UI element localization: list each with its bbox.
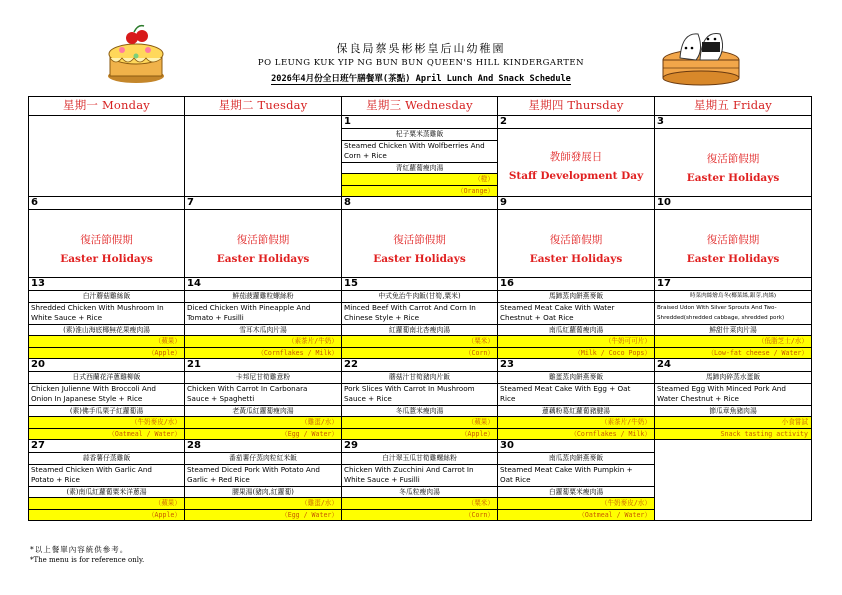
meal-name-english: Chinese Style + Rice bbox=[342, 313, 497, 325]
snack-chinese: （牛奶可可片） bbox=[498, 336, 654, 348]
lunch-schedule-table bbox=[28, 96, 812, 521]
snack-chinese: （素茶片/牛奶） bbox=[498, 417, 654, 429]
meal-name-chinese: 蒜香薯仔蒸雞飯 bbox=[29, 453, 184, 465]
soup-name: 南瓜紅蘿蔔瘦肉湯 bbox=[498, 325, 654, 337]
meal-name-english: Shredded Chicken With Mushroom In bbox=[31, 302, 164, 312]
school-name-chinese: 保良局蔡吳彬彬皇后山幼稚園 bbox=[336, 42, 506, 55]
day-cell-28 bbox=[185, 440, 342, 521]
day-cell-27 bbox=[29, 440, 185, 521]
soup-name: 紅蘿蔔南北杏瘦肉湯 bbox=[342, 325, 497, 337]
snack-english: （Corn） bbox=[342, 510, 497, 521]
date-number: 8 bbox=[342, 197, 497, 210]
meal-name-english: Steamed Meat Cake With Egg + Oat bbox=[500, 383, 631, 393]
snack-english: （Oatmeal / Water） bbox=[29, 429, 184, 440]
meal-name-chinese: 馬蹄肉碎蒸水蛋飯 bbox=[655, 372, 811, 384]
meal-name-english: Steamed Diced Pork With Potato And bbox=[187, 464, 320, 474]
day-cell-29 bbox=[342, 440, 498, 521]
soup-name: (素)佛手瓜栗子紅蘿蔔湯 bbox=[29, 406, 184, 418]
day-cell-7 bbox=[185, 197, 342, 278]
meal-name-chinese: 雞蛋蒸肉餅燕麥飯 bbox=[498, 372, 654, 384]
meal-name-chinese: 中式免治牛肉飯(甘筍,粟米) bbox=[342, 291, 497, 303]
snack-english: （Cornflakes / Milk） bbox=[185, 348, 341, 359]
soup-name: 青紅蘿蔔瘦肉湯 bbox=[342, 163, 497, 175]
date-number: 23 bbox=[498, 359, 654, 372]
snack-english: （Milk / Coco Pops） bbox=[498, 348, 654, 359]
meal-name-english: Steamed Meat Cake With Pumpkin + bbox=[500, 464, 633, 474]
snack-english: （Low-fat cheese / Water） bbox=[655, 348, 811, 359]
date-number: 1 bbox=[342, 116, 497, 129]
date-number: 30 bbox=[498, 440, 654, 453]
day-cell-13 bbox=[29, 278, 185, 359]
meal-name-english: Rice bbox=[498, 394, 654, 406]
easter-holiday: 復活節假期 Easter Holidays bbox=[216, 234, 310, 265]
day-cell-21 bbox=[185, 359, 342, 440]
snack-chinese: （低脂芝士/水） bbox=[655, 336, 811, 348]
meal-name-chinese: 白汁蘑菇雞絲飯 bbox=[29, 291, 184, 303]
soup-name: 雪耳木瓜肉片湯 bbox=[185, 325, 341, 337]
snack-chinese: （素茶片/牛奶） bbox=[185, 336, 341, 348]
meal-name-english: Chicken With Carrot In Carbonara bbox=[187, 383, 308, 393]
date-number: 20 bbox=[29, 359, 184, 372]
date-number: 13 bbox=[29, 278, 184, 291]
snack-chinese: （牛奶麥皮/水） bbox=[498, 498, 654, 510]
meal-name-chinese: 卡邦尼甘筍雞意粉 bbox=[185, 372, 341, 384]
day-cell-10 bbox=[655, 197, 812, 278]
soup-name: 冬瓜薏米瘦肉湯 bbox=[342, 406, 497, 418]
date-number: 9 bbox=[498, 197, 654, 210]
meal-name-english: Chicken Julienne With Broccoli And bbox=[31, 383, 156, 393]
day-header-wednesday: 星期三 Wednesday bbox=[342, 97, 498, 116]
snack-chinese: （蘋果） bbox=[29, 498, 184, 510]
soup-name: 白蘿蔔粟米瘦肉湯 bbox=[498, 487, 654, 499]
meal-name-chinese: 杞子粟米蒸雞飯 bbox=[342, 129, 497, 141]
meal-name-chinese: 白汁翠玉瓜甘筍雞螺絲粉 bbox=[342, 453, 497, 465]
date-number: 29 bbox=[342, 440, 497, 453]
meal-name-chinese: 時菜肉絲燴烏冬(椰菜絲,銀芽,肉絲) bbox=[655, 291, 811, 303]
date-number: 15 bbox=[342, 278, 497, 291]
easter-holiday: 復活節假期 Easter Holidays bbox=[60, 234, 153, 265]
snack-chinese: （蘋果） bbox=[342, 417, 497, 429]
meal-name-english: White Sauce + Rice bbox=[29, 313, 184, 325]
easter-holiday: 復活節假期 Easter Holidays bbox=[686, 153, 780, 184]
snack-english: （Egg / Water） bbox=[185, 510, 341, 521]
meal-name-chinese: 鮮茄菠蘿雞粒螺絲粉 bbox=[185, 291, 341, 303]
footer-note-chinese: *以上餐單內容統供參考。 bbox=[30, 545, 129, 554]
meal-name-english: Pork Slices With Carrot In Mushroom bbox=[344, 383, 475, 393]
page-header bbox=[0, 0, 842, 92]
snack-chinese: （牛奶麥皮/水） bbox=[29, 417, 184, 429]
meal-name-english: Onion In Japanese Style + Rice bbox=[29, 394, 184, 406]
day-cell-6 bbox=[29, 197, 185, 278]
day-cell-2 bbox=[498, 116, 655, 197]
date-number: 16 bbox=[498, 278, 654, 291]
meal-name-english: Oat Rice bbox=[498, 475, 654, 487]
day-cell-8 bbox=[342, 197, 498, 278]
day-cell-20 bbox=[29, 359, 185, 440]
date-number: 14 bbox=[185, 278, 341, 291]
date-number: 22 bbox=[342, 359, 497, 372]
soup-name: (素)淮山海底椰無花果瘦肉湯 bbox=[29, 325, 184, 337]
snack-english: （Apple） bbox=[29, 510, 184, 521]
date-number: 7 bbox=[185, 197, 341, 210]
easter-holiday: 復活節假期 Easter Holidays bbox=[686, 234, 780, 265]
meal-name-english: Shredded(shredded cabbage, shredded pork) bbox=[655, 313, 811, 325]
meal-name-english: Water Chestnut + Rice bbox=[655, 394, 811, 406]
meal-name-english: Minced Beef With Carrot And Corn In bbox=[344, 302, 476, 312]
day-header-tuesday: 星期二 Tuesday bbox=[185, 97, 342, 116]
footer-note-english: *The menu is for reference only. bbox=[30, 556, 145, 564]
snack-chinese: （蘋果） bbox=[29, 336, 184, 348]
snack-english: （Egg / Water） bbox=[185, 429, 341, 440]
snack-english: （Apple） bbox=[342, 429, 497, 440]
day-header-friday: 星期五 Friday bbox=[655, 97, 812, 116]
day-cell-15 bbox=[342, 278, 498, 359]
day-cell-23 bbox=[498, 359, 655, 440]
date-number: 21 bbox=[185, 359, 341, 372]
meal-name-english: Corn + Rice bbox=[342, 151, 497, 163]
school-name-english: PO LEUNG KUK YIP NG BUN BUN QUEEN'S HILL KINDERGARTEN bbox=[257, 58, 585, 68]
staff-development-day: 教師發展日 Staff Development Day bbox=[508, 151, 644, 182]
soup-name: 老黃瓜紅蘿蔔瘦肉湯 bbox=[185, 406, 341, 418]
meal-name-english: Tomato + Fusilli bbox=[185, 313, 341, 325]
meal-name-english: Chicken With Zucchini And Carrot In bbox=[344, 464, 474, 474]
date-number: 17 bbox=[655, 278, 811, 291]
empty-day-cell bbox=[655, 440, 812, 521]
snack-chinese: （粟米） bbox=[342, 336, 497, 348]
day-header-monday: 星期一 Monday bbox=[29, 97, 185, 116]
snack-english: （Corn） bbox=[342, 348, 497, 359]
meal-name-english: Steamed Meat Cake With Water bbox=[500, 302, 615, 312]
day-cell-3 bbox=[655, 116, 812, 197]
meal-name-english: Diced Chicken With Pineapple And bbox=[187, 302, 311, 312]
day-header-thursday: 星期四 Thursday bbox=[498, 97, 655, 116]
meal-name-english: Garlic + Red Rice bbox=[185, 475, 341, 487]
meal-name-english: Potato + Rice bbox=[29, 475, 184, 487]
meal-name-english: Sauce + Spaghetti bbox=[185, 394, 341, 406]
day-cell-30 bbox=[498, 440, 655, 521]
meal-name-english: Steamed Chicken With Garlic And bbox=[31, 464, 152, 474]
dim-sum-basket-icon bbox=[660, 22, 742, 88]
day-cell-16 bbox=[498, 278, 655, 359]
day-cell-1 bbox=[342, 116, 498, 197]
meal-name-english: Braised Udon With Silver Sprouts And Two- bbox=[657, 304, 777, 311]
meal-name-english: Chestnut + Oat Rice bbox=[498, 313, 654, 325]
date-number: 28 bbox=[185, 440, 341, 453]
snack-english: （Oatmeal / Water） bbox=[498, 510, 654, 521]
meal-name-chinese: 馬蹄蒸肉餅燕麥飯 bbox=[498, 291, 654, 303]
date-number: 27 bbox=[29, 440, 184, 453]
day-cell-24 bbox=[655, 359, 812, 440]
date-number: 3 bbox=[655, 116, 811, 129]
day-cell-17 bbox=[655, 278, 812, 359]
meal-name-english: Steamed Egg With Minced Pork And bbox=[657, 383, 786, 393]
snack-chinese: （橙） bbox=[342, 174, 497, 186]
meal-name-chinese: 番茄薯仔蒸肉粒紅米飯 bbox=[185, 453, 341, 465]
schedule-title: 2026年4月份全日班午膳餐單(茶點) April Lunch And Snack Schedule bbox=[271, 74, 571, 84]
date-number: 6 bbox=[29, 197, 184, 210]
soup-name: 鮮甜什菜肉片湯 bbox=[655, 325, 811, 337]
snack-chinese: （雞蛋/水） bbox=[185, 498, 341, 510]
meal-name-english: Sauce + Rice bbox=[342, 394, 497, 406]
easter-holiday: 復活節假期 Easter Holidays bbox=[373, 234, 466, 265]
soup-name: (素)南瓜紅蘿蔔粟米洋蔥湯 bbox=[29, 487, 184, 499]
meal-name-chinese: 蘑菇汁甘筍豬肉片飯 bbox=[342, 372, 497, 384]
soup-name: 冬瓜粒瘦肉湯 bbox=[342, 487, 497, 499]
snack-chinese: （雞蛋/水） bbox=[185, 417, 341, 429]
empty-day-cell bbox=[29, 116, 185, 197]
meal-name-chinese: 日式西蘭花洋蔥雞柳飯 bbox=[29, 372, 184, 384]
snack-english: （Cornflakes / Milk） bbox=[498, 429, 654, 440]
meal-name-chinese: 南瓜蒸肉餅燕麥飯 bbox=[498, 453, 654, 465]
snack-english: Snack tasting activity bbox=[655, 429, 811, 440]
date-number: 10 bbox=[655, 197, 811, 210]
date-number: 2 bbox=[498, 116, 654, 129]
soup-name: 腰果湯(豬肉,紅蘿蔔) bbox=[185, 487, 341, 499]
day-cell-9 bbox=[498, 197, 655, 278]
meal-name-english: Steamed Chicken With Wolfberries And bbox=[344, 140, 485, 150]
soup-name: 節瓜章魚豬肉湯 bbox=[655, 406, 811, 418]
snack-english: （Orange） bbox=[342, 186, 497, 197]
snack-english: （Apple） bbox=[29, 348, 184, 359]
soup-name: 蓮藕粉葛紅蘿蔔豬腱湯 bbox=[498, 406, 654, 418]
meal-name-english: White Sauce + Fusilli bbox=[342, 475, 497, 487]
day-cell-22 bbox=[342, 359, 498, 440]
easter-holiday: 復活節假期 Easter Holidays bbox=[529, 234, 623, 265]
empty-day-cell bbox=[185, 116, 342, 197]
snack-chinese: 小食嘗試 bbox=[655, 417, 811, 429]
date-number: 24 bbox=[655, 359, 811, 372]
day-cell-14 bbox=[185, 278, 342, 359]
snack-chinese: （粟米） bbox=[342, 498, 497, 510]
